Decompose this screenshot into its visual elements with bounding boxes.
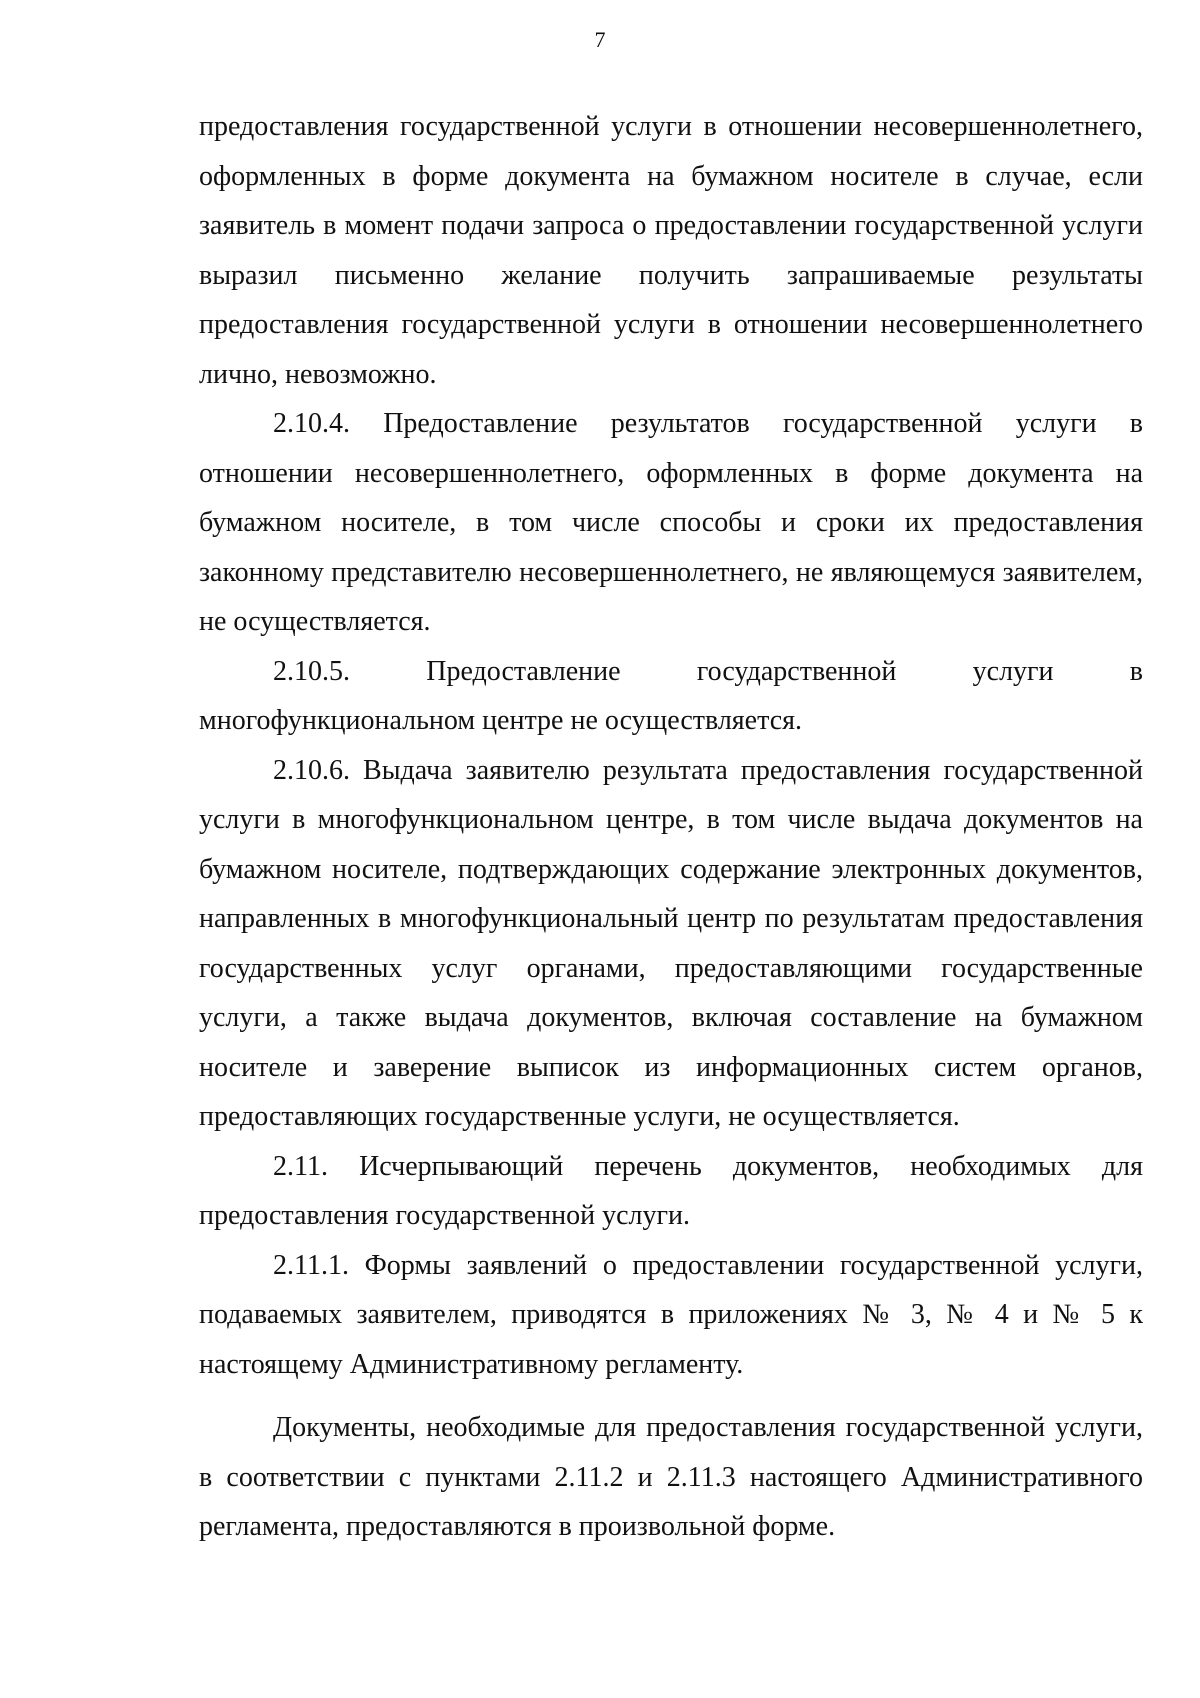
paragraph-2-11: 2.11. Исчерпывающий перечень документов, необходимых для предоставления государственной услуги. — [199, 1150, 1143, 1231]
document-body — [199, 102, 1143, 1552]
paragraph-2-11-1: 2.11.1. Формы заявлений о предоставлении государственной услуги, подаваемых заявителем, приводятся в приложениях № 3, № 4 и № 5 к настоящему Административному регламенту. — [199, 1249, 1143, 1380]
page-number: 7 — [594, 27, 606, 52]
paragraph-documents-form: Документы, необходимые для предоставления государственной услуги, в соответствии с пунктами 2.11.2 и 2.11.3 настоящего Административного регламента, предоставляются в произвольной форме. — [199, 1412, 1143, 1542]
paragraph-continuation: предоставления государственной услуги в отношении несовершеннолетнего, оформленных в форме документа на бумажном носителе в случае, если заявитель в момент подачи запроса о предоставлении государственной услуги выразил письменно желание получить запрашиваемые результаты предоставления государственной услуги в отношении несовершеннолетнего лично, невозможно. — [199, 111, 1143, 390]
paragraph-2-10-4: 2.10.4. Предоставление результатов государственной услуги в отношении несовершеннолетнего, оформленных в форме документа на бумажном носителе, в том числе способы и сроки их предоставления законному представителю несовершеннолетнего, не являющемуся заявителем, не осуществляется. — [199, 408, 1143, 637]
paragraph-2-10-5: 2.10.5. Предоставление государственной услуги в многофункциональном центре не осуществляется. — [199, 655, 1143, 736]
paragraph-2-10-6: 2.10.6. Выдача заявителю результата предоставления государственной услуги в многофункциональном центре, в том числе выдача документов на бумажном носителе, подтверждающих содержание электронных документов, направленных в многофункциональный центр по результатам предоставления государственных услуг органами, предоставляющими государственные услуги, а также выдача документов, включая составление на бумажном носителе и заверение выписок из информационных систем органов, предоставляющих государственные услуги, не осуществляется. — [199, 754, 1143, 1132]
